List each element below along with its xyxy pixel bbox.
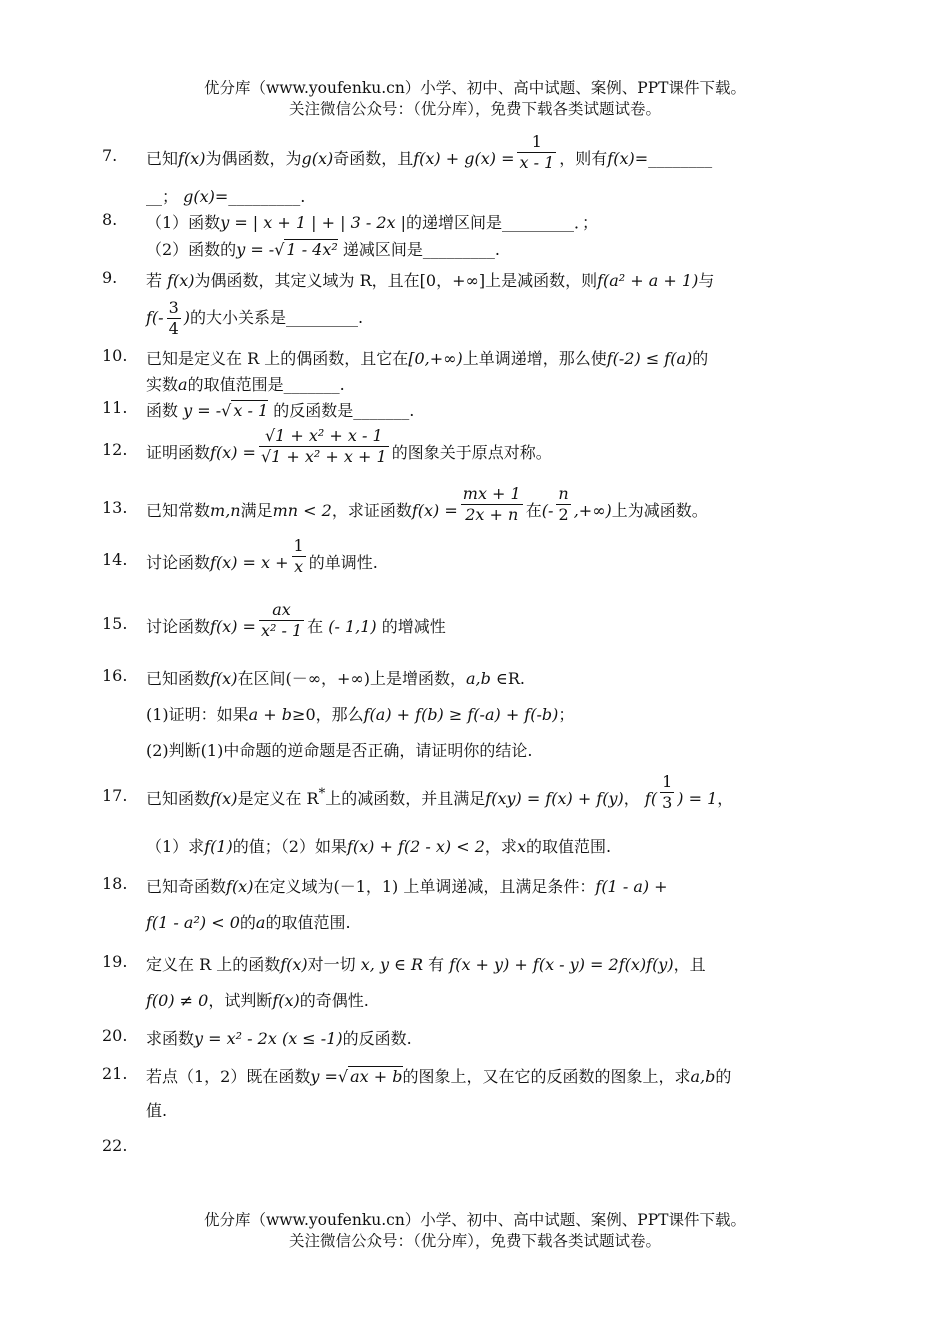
footer-line-1: 优分库（www.youfenku.cn）小学、初中、高中试题、案例、PPT课件下载。 — [203, 1211, 747, 1229]
footer-line-2: 关注微信公众号：（优分库），免费下载各类试题试卷。 — [288, 1232, 661, 1250]
page-footer — [0, 1210, 950, 1252]
header-line-1: 优分库（www.youfenku.cn）小学、初中、高中试题、案例、PPT课件下载。 — [203, 79, 747, 97]
page-header — [0, 78, 950, 120]
question-number: 7. — [102, 146, 118, 165]
header-line-2: 关注微信公众号：（优分库），免费下载各类试题试卷。 — [288, 100, 661, 118]
